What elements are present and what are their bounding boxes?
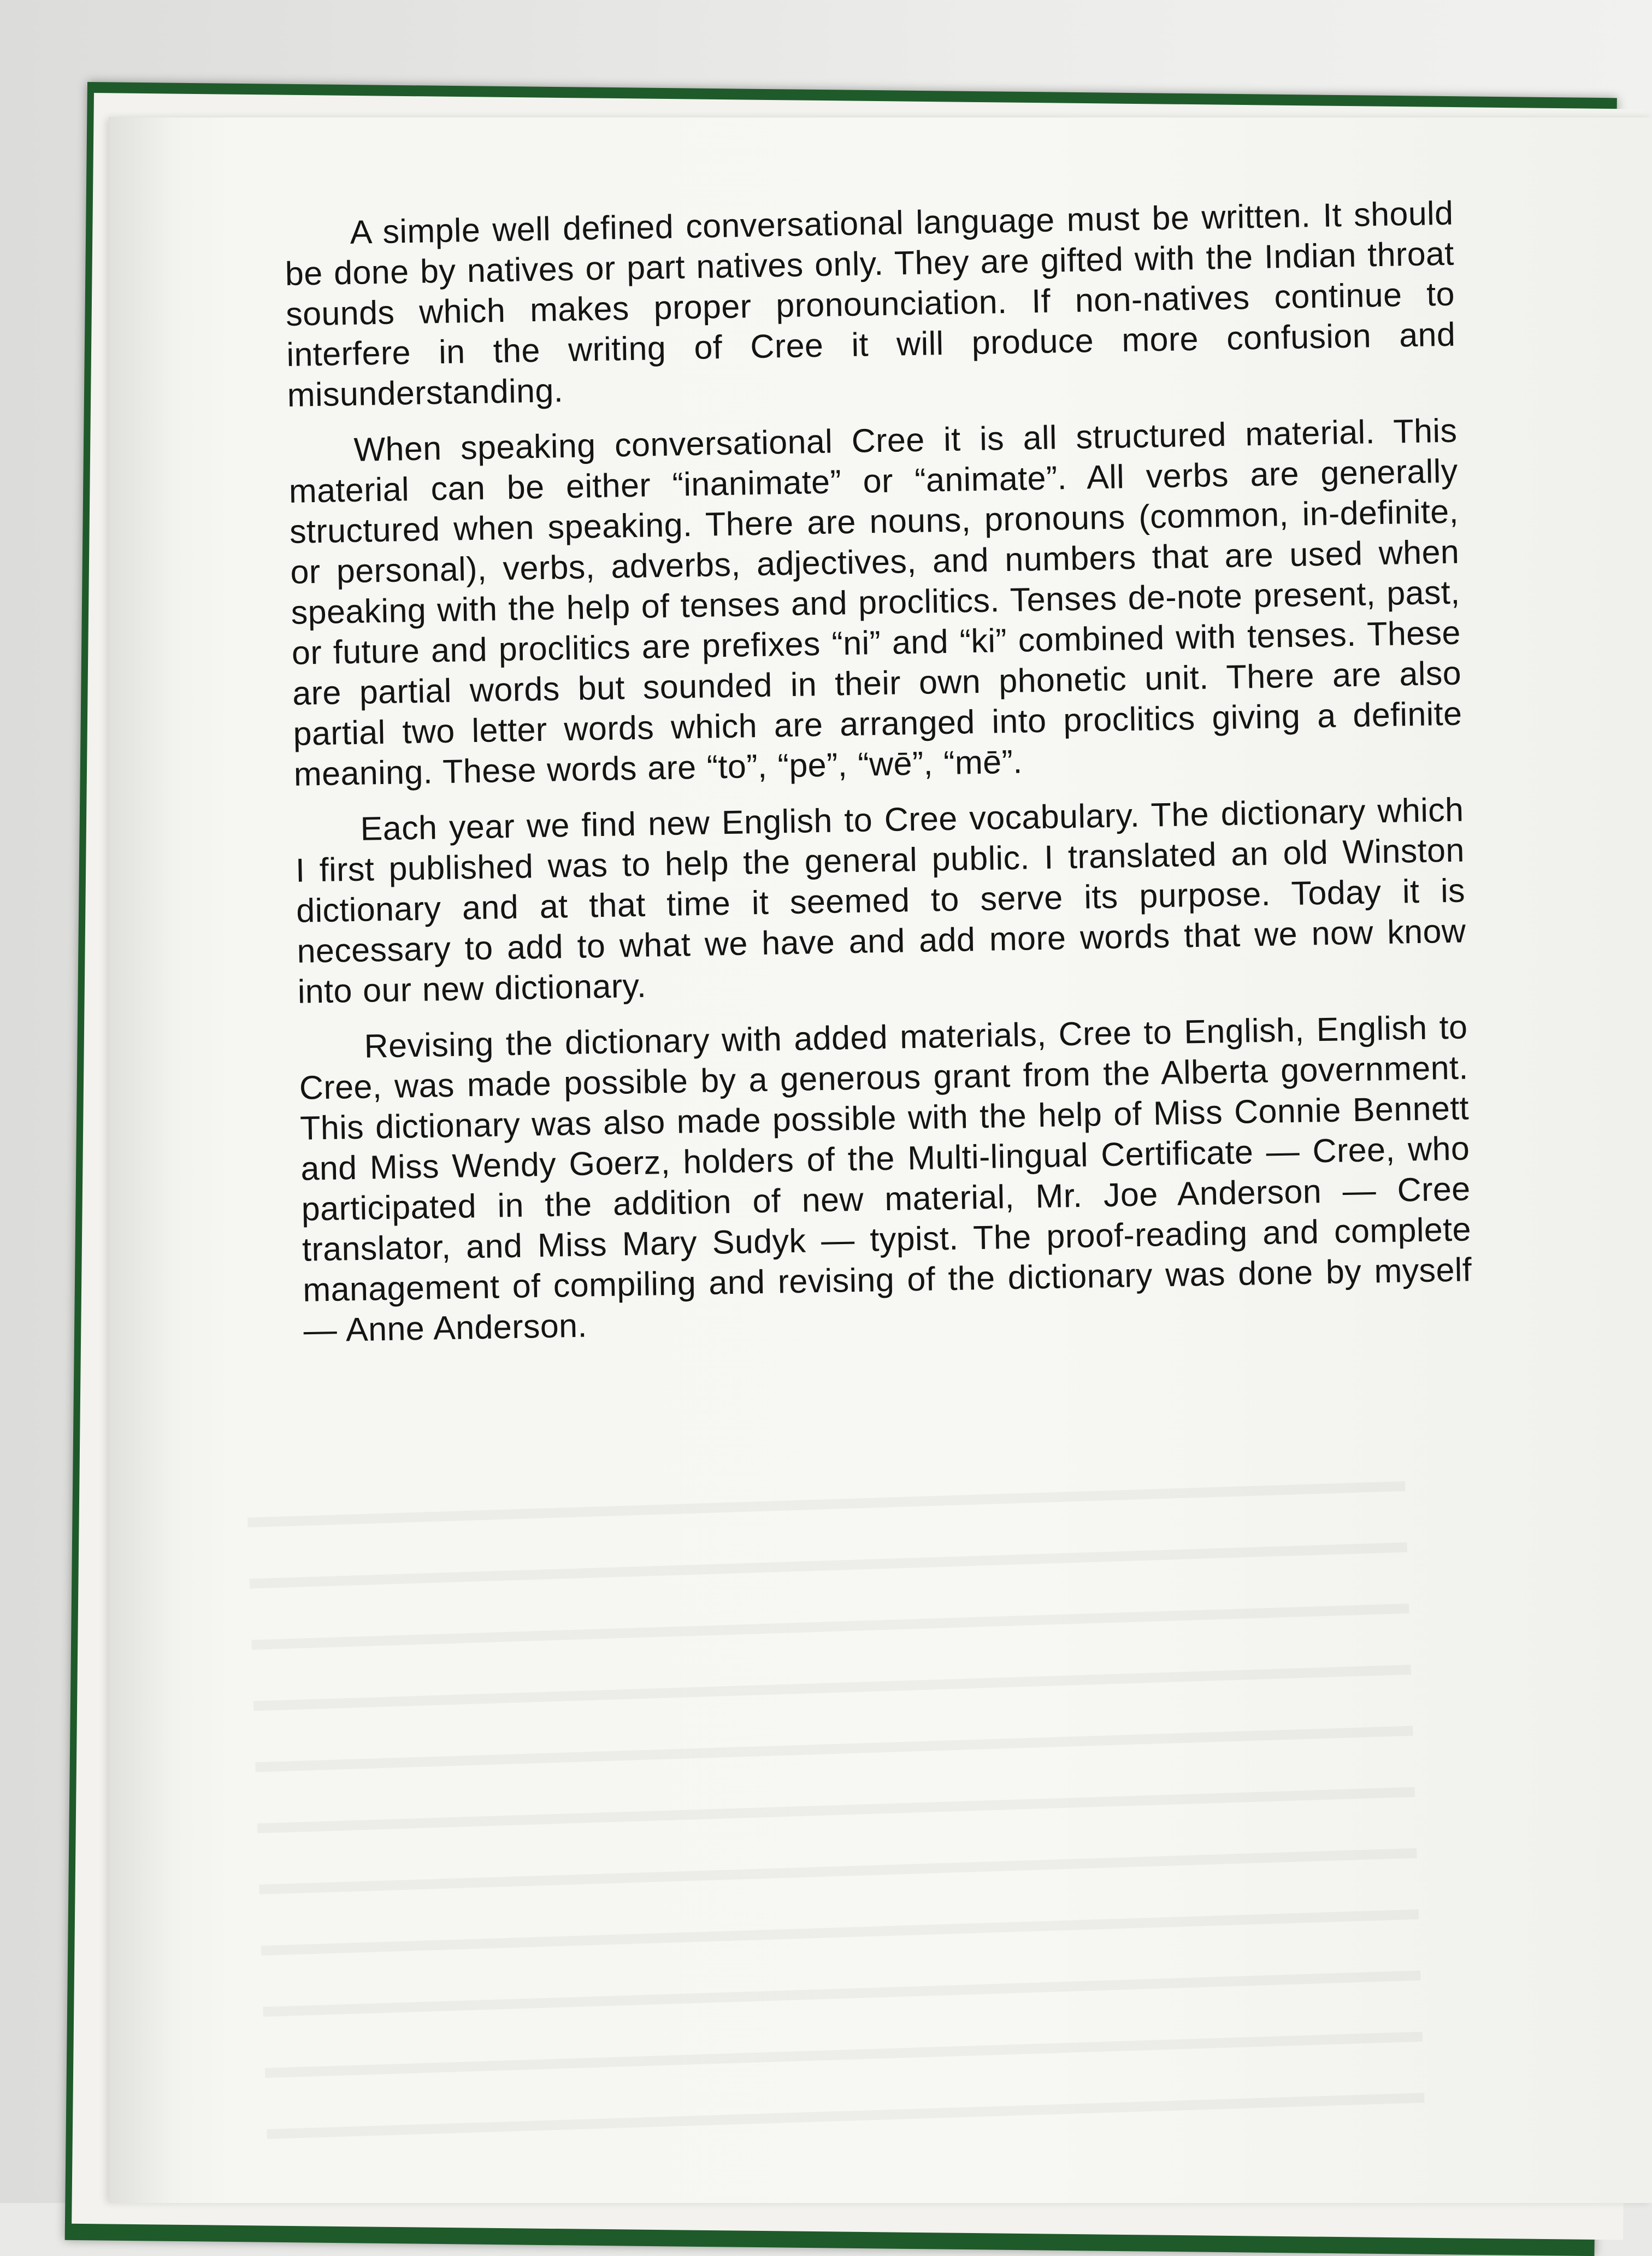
body-text bbox=[284, 193, 1473, 1366]
paragraph-3: Each year we find new English to Cree vocabulary. The dictionary which I first published was to help the general public. I translated an old Winston dictionary and at that time it seemed to serve its purpose. Today it is necessary to add to what we have and add more words that we now know into our new dictionary. bbox=[295, 791, 1466, 1010]
paragraph-2: When speaking conversational Cree it is all structured material. This material can be either “inanimate” or “animate”. All verbs are generally structured when speaking. There are nouns, pronouns (common, in-definite, or personal), verbs, adverbs, adjectives, and numbers that are used when speaking with the help of tenses and proclitics. Tenses de-note present, past, or future and proclitics are prefixes “ni” and “ki” combined with tenses. These are partial words but sounded in their own phonetic unit. There are also partial two letter words which are arranged into proclitics giving a definite meaning. These words are “to”, “pe”, “wē”, “mē”. bbox=[288, 411, 1462, 793]
page-gutter-shadow bbox=[109, 117, 175, 2203]
paragraph-4: Revising the dictionary with added materials, Cree to English, English to Cree, was made possible by a generous grant from the Alberta government. This dictionary was also made possible with the help of Miss Connie Bennett and Miss Wendy Goerz, holders of the Multi-lingual Certificate — Cree, who participated in the addition of new material, Mr. Joe Anderson — Cree translator, and Miss Mary Sudyk — typist. The proof-reading and complete management of compiling and revising of the dictionary was done by myself — Anne Anderson. bbox=[299, 1008, 1472, 1349]
paragraph-1: A simple well defined conversational language must be written. It should be done by natives or part natives only. They are gifted with the Indian throat sounds which makes proper pronounciation. If non-natives continue to interfere in the writing of Cree it will produce more confusion and misunderstanding. bbox=[285, 194, 1456, 414]
bleed-through-texture bbox=[246, 1430, 1426, 2176]
